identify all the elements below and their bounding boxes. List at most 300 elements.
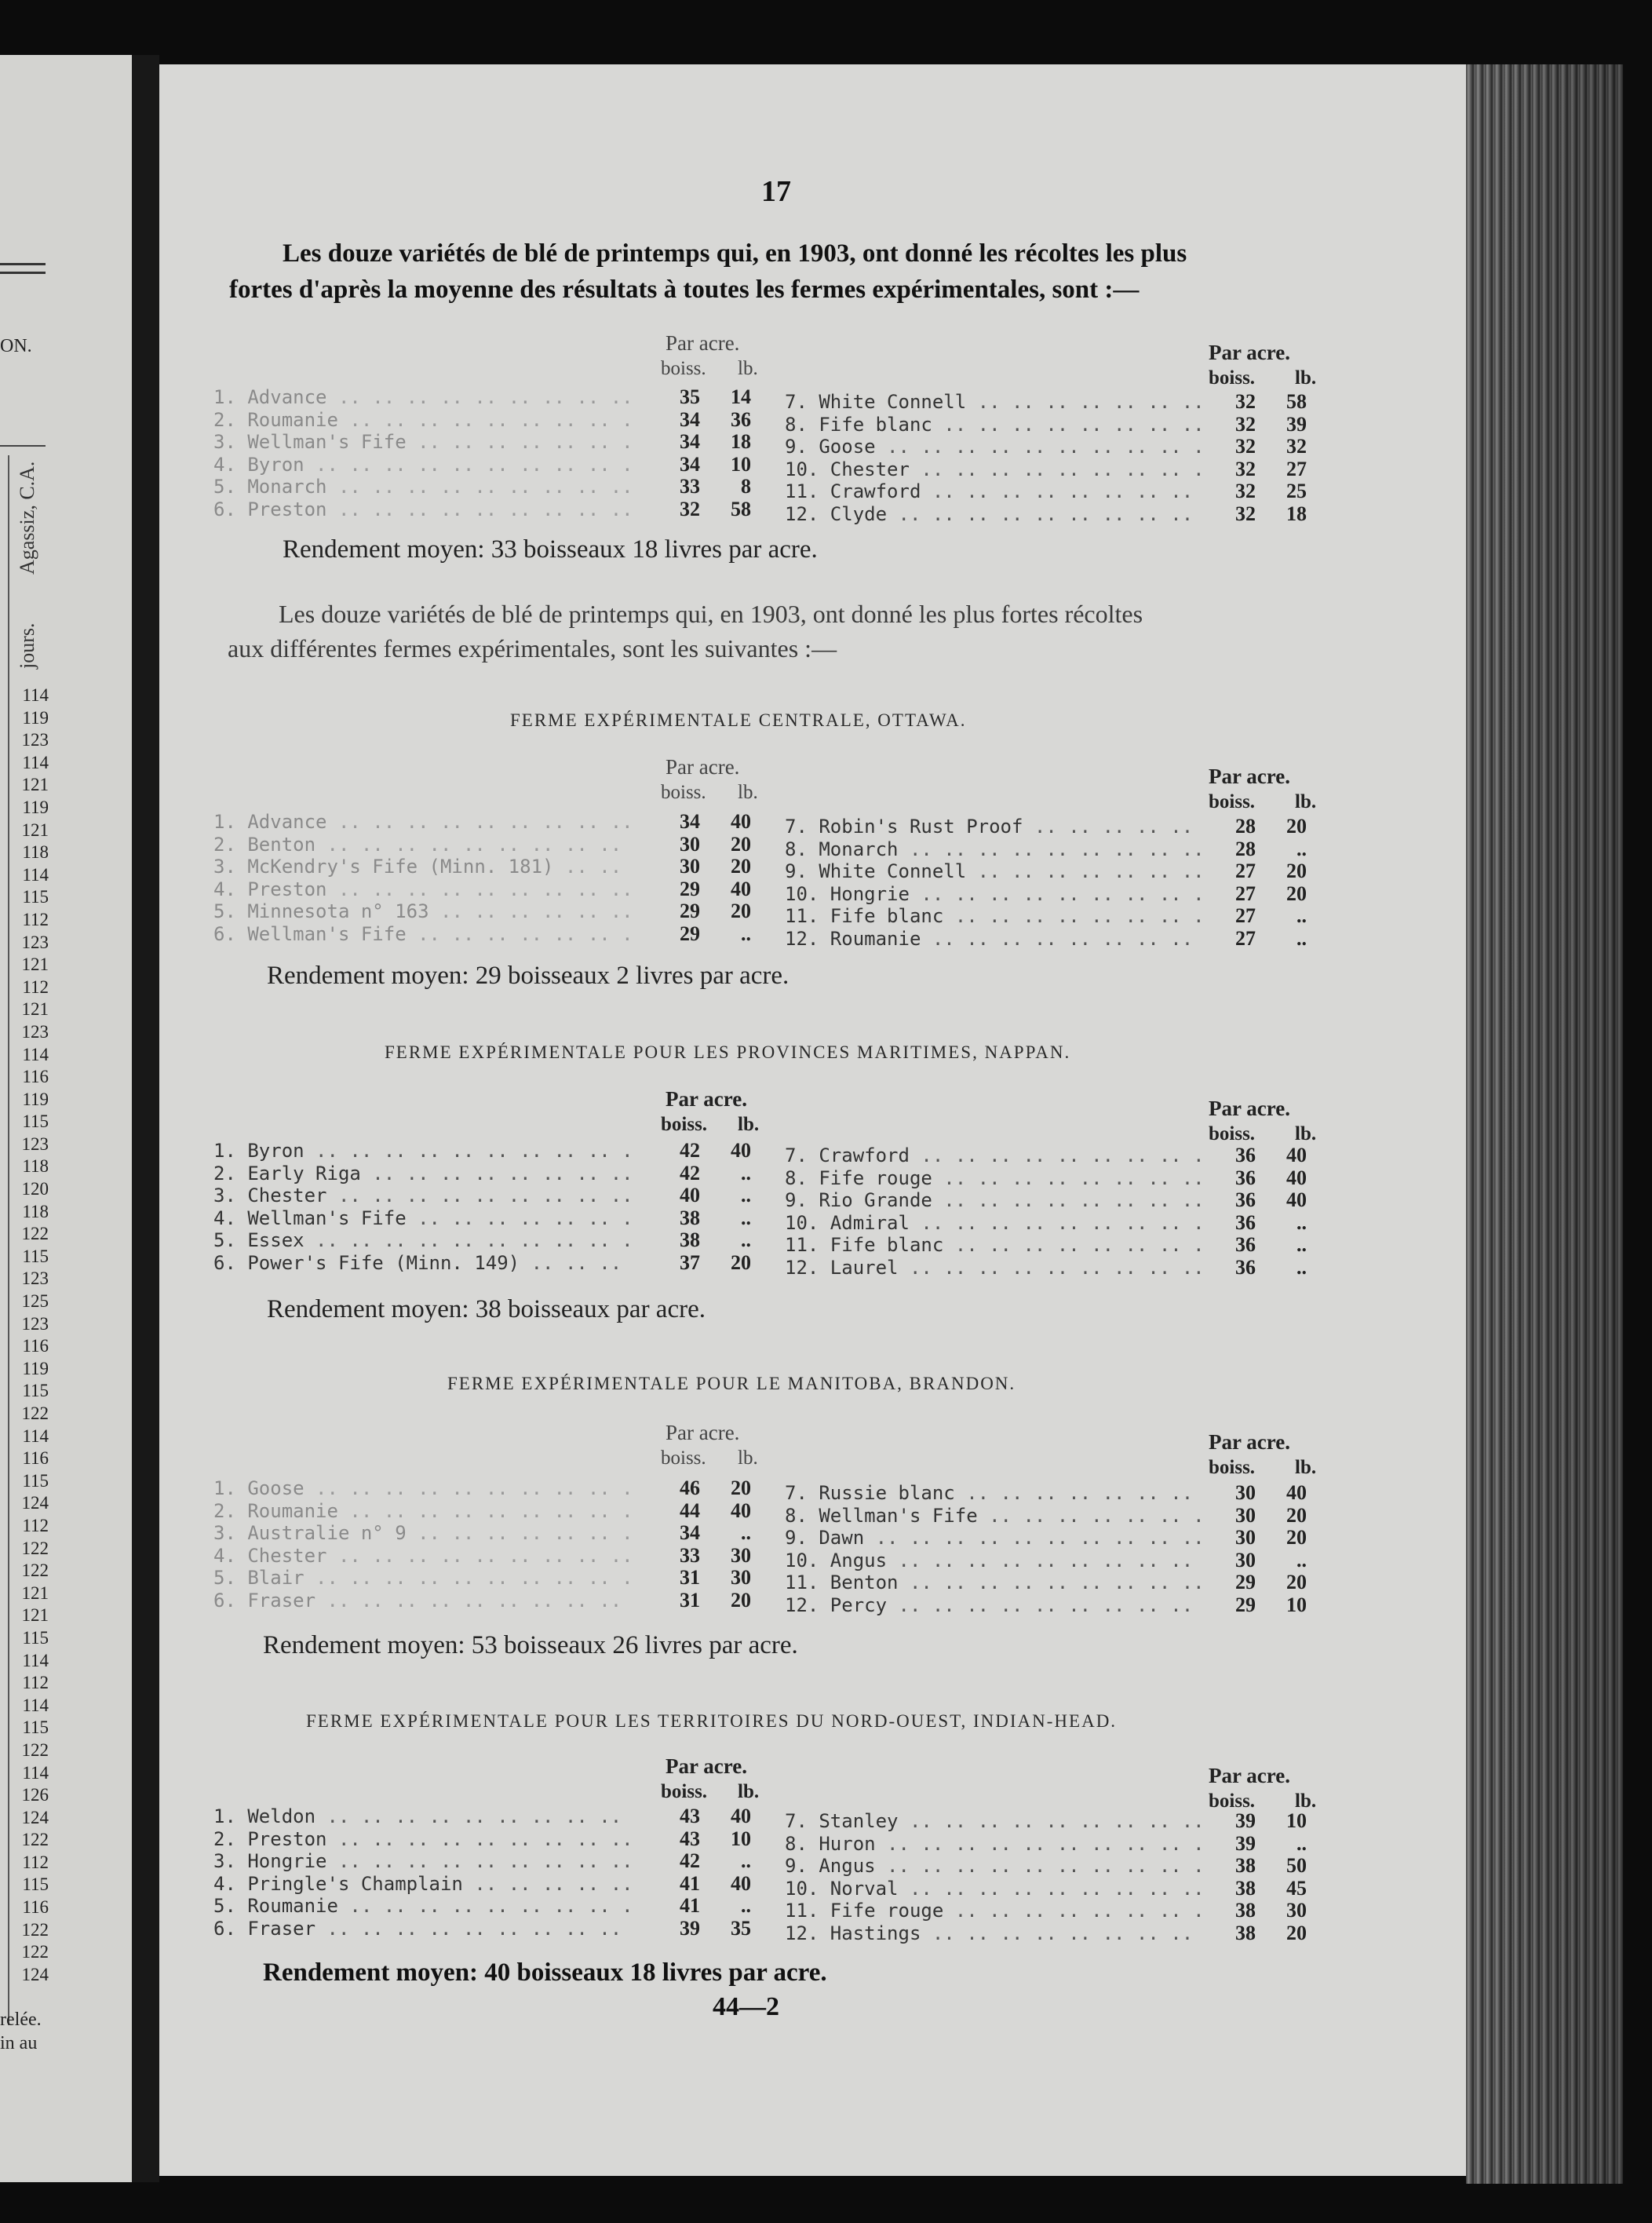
lb-value: 36 — [731, 407, 751, 431]
day-value: 120 — [21, 1179, 49, 1199]
lb-value: .. — [1296, 1233, 1307, 1257]
rule — [0, 263, 46, 265]
section-heading: FERME EXPÉRIMENTALE POUR LE MANITOBA, BRANDON. — [447, 1374, 1016, 1393]
boiss-value: 32 — [1235, 390, 1256, 413]
day-value: 122 — [21, 1739, 49, 1760]
column-header-lb: lb. — [1295, 367, 1317, 389]
lb-value: 20 — [731, 900, 751, 923]
column-header-par-acre: Par acre. — [666, 331, 740, 355]
table-row — [213, 1477, 763, 1500]
lb-value: .. — [741, 1206, 751, 1229]
boiss-value: 29 — [1235, 1593, 1256, 1616]
day-value: 122 — [21, 1560, 49, 1581]
variety-name: 7. Crawford .. .. — [785, 1144, 1201, 1167]
day-value: 115 — [22, 1717, 49, 1738]
column-header-lb: lb. — [1295, 791, 1317, 812]
lb-value: .. — [741, 1228, 751, 1252]
variety-name: 8. Huron .. .. — [785, 1833, 1201, 1856]
left-fragment-text: in au — [0, 2033, 38, 2053]
intro-line-1: Les douze variétés de blé de printemps qui, en 1903, ont donné les récoltes les plus — [283, 239, 1187, 268]
variety-name: 9. Dawn .. .. — [785, 1527, 1201, 1550]
table-row — [213, 1229, 763, 1252]
table-row — [213, 1163, 763, 1185]
lb-value: 35 — [731, 1916, 751, 1940]
day-value: 115 — [22, 1381, 49, 1401]
variety-name: 6. Wellman's Fife .. .. — [213, 923, 637, 946]
day-value: 122 — [21, 1538, 49, 1558]
lb-value: 40 — [731, 1805, 751, 1827]
table-row — [785, 1482, 1326, 1505]
lb-value: 18 — [731, 430, 751, 454]
table-row — [785, 1922, 1326, 1945]
lb-value: 20 — [731, 1588, 751, 1612]
lb-value: 27 — [1286, 457, 1307, 480]
table-row — [213, 1828, 763, 1851]
day-value: 115 — [22, 1874, 49, 1895]
boiss-value: 31 — [680, 1588, 700, 1612]
boiss-value: 32 — [680, 497, 700, 520]
day-value: 122 — [21, 1830, 49, 1850]
boiss-value: 27 — [1235, 904, 1256, 928]
variety-name: 10. Angus .. .. — [785, 1550, 1201, 1572]
lb-value: 40 — [731, 1498, 751, 1522]
day-value: 114 — [22, 864, 49, 885]
table-row — [213, 1522, 763, 1545]
day-value: 114 — [22, 1044, 49, 1064]
table-row — [785, 905, 1326, 928]
column-header-boiss: boiss. — [1209, 1790, 1256, 1812]
boiss-value: 32 — [1235, 457, 1256, 480]
variety-name: 10. Hongrie .. .. — [785, 883, 1201, 906]
lb-value: 20 — [1286, 1526, 1307, 1550]
table-row — [785, 838, 1326, 861]
table-row — [785, 480, 1326, 503]
left-page-fragment — [0, 55, 132, 2182]
boiss-value: 43 — [680, 1805, 700, 1827]
boiss-value: 27 — [1235, 860, 1256, 883]
table-row — [213, 1207, 763, 1230]
boiss-value: 36 — [1235, 1255, 1256, 1279]
boiss-value: 42 — [680, 1849, 700, 1873]
average-yield: Rendement moyen: 53 boisseaux 26 livres par acre. — [263, 1631, 798, 1659]
boiss-value: 34 — [680, 407, 700, 431]
boiss-value: 39 — [1235, 1831, 1256, 1855]
column-header-par-acre: Par acre. — [1209, 1097, 1290, 1120]
lb-value: 30 — [731, 1566, 751, 1590]
table-row — [785, 860, 1326, 883]
table-row — [785, 1257, 1326, 1279]
boiss-value: 34 — [680, 452, 700, 476]
table-row — [213, 476, 763, 498]
day-value: 112 — [22, 1852, 49, 1872]
day-value: 112 — [22, 1515, 49, 1535]
lb-value: 40 — [731, 810, 751, 833]
lb-value: .. — [1296, 1210, 1307, 1234]
lb-value: .. — [1296, 1255, 1307, 1279]
variety-name: 5. Essex .. .. — [213, 1229, 637, 1252]
column-rule — [8, 455, 9, 2025]
day-value: 114 — [22, 1762, 49, 1783]
table-row — [785, 1144, 1326, 1167]
day-value: 124 — [21, 1493, 49, 1513]
left-fragment-text: ON. — [0, 336, 32, 356]
variety-name: 2. Roumanie .. .. — [213, 1500, 637, 1523]
days-column — [16, 684, 49, 1986]
table-row — [213, 1590, 763, 1612]
day-value: 116 — [22, 1336, 49, 1356]
table-left-column — [213, 811, 763, 946]
lb-value: 40 — [731, 1139, 751, 1162]
lb-value: 18 — [1286, 502, 1307, 525]
section-heading: FERME EXPÉRIMENTALE POUR LES TERRITOIRES DU NORD-OUEST, INDIAN-HEAD. — [306, 1711, 1118, 1731]
table-row — [213, 431, 763, 454]
variety-name: 11. Fife blanc .. .. — [785, 905, 1201, 928]
table-row — [213, 1545, 763, 1568]
table-row — [785, 1505, 1326, 1528]
column-header-lb: lb. — [1295, 1123, 1317, 1144]
day-value: 123 — [21, 932, 49, 952]
day-value: 114 — [22, 1695, 49, 1715]
rule — [0, 445, 46, 447]
column-header-boiss: boiss. — [1209, 1457, 1256, 1478]
boiss-value: 38 — [1235, 1899, 1256, 1922]
variety-name: 11. Benton .. .. — [785, 1571, 1201, 1594]
column-header-lb: lb. — [738, 1447, 758, 1469]
column-header-boiss: boiss. — [661, 782, 706, 803]
boiss-value: 30 — [1235, 1526, 1256, 1550]
table-row — [213, 834, 763, 856]
variety-name: 3. Chester .. .. — [213, 1185, 637, 1207]
table-row — [785, 1833, 1326, 1856]
column-header-boiss: boiss. — [1209, 367, 1256, 389]
average-yield: Rendement moyen: 33 boisseaux 18 livres par acre. — [283, 535, 818, 564]
lb-value: 30 — [1286, 1899, 1307, 1922]
column-header-par-acre: Par acre. — [666, 1754, 747, 1778]
day-value: 122 — [21, 1404, 49, 1423]
lb-value: 20 — [731, 1477, 751, 1499]
day-value: 123 — [21, 730, 49, 750]
variety-name: 4. Wellman's Fife .. .. — [213, 1207, 637, 1230]
lb-value: 20 — [731, 1250, 751, 1274]
column-header-par-acre: Par acre. — [1209, 1764, 1290, 1787]
table-row — [785, 1234, 1326, 1257]
variety-name: 1. Advance .. .. — [213, 386, 637, 409]
lb-value: 58 — [731, 497, 751, 520]
boiss-value: 30 — [1235, 1503, 1256, 1527]
table-row — [213, 1895, 763, 1918]
boiss-value: 32 — [1235, 435, 1256, 458]
table-row — [785, 503, 1326, 526]
lb-value: 30 — [731, 1543, 751, 1567]
lb-value: 40 — [1286, 1481, 1307, 1504]
variety-name: 8. Monarch .. .. — [785, 838, 1201, 861]
column-header-par-acre: Par acre. — [666, 1087, 747, 1111]
table-row — [785, 816, 1326, 838]
day-value: 121 — [21, 955, 49, 975]
boiss-value: 32 — [1235, 502, 1256, 525]
table-row — [213, 878, 763, 901]
boiss-value: 31 — [680, 1566, 700, 1590]
boiss-value: 36 — [1235, 1144, 1256, 1166]
day-value: 115 — [22, 1112, 49, 1132]
average-yield: Rendement moyen: 38 boisseaux par acre. — [267, 1295, 706, 1323]
variety-name: 3. Australie n° 9 .. .. — [213, 1522, 637, 1545]
day-value: 115 — [22, 1470, 49, 1491]
table-row — [213, 498, 763, 521]
table-row — [785, 1571, 1326, 1594]
boiss-value: 32 — [1235, 480, 1256, 503]
column-header-boiss: boiss. — [661, 1447, 706, 1469]
table-left-column — [213, 1140, 763, 1275]
variety-name: 3. Wellman's Fife .. .. — [213, 431, 637, 454]
column-header-boiss: boiss. — [661, 1781, 708, 1802]
lb-value: 25 — [1286, 480, 1307, 503]
lb-value: 40 — [1286, 1188, 1307, 1212]
lb-value: 20 — [1286, 1921, 1307, 1944]
lb-value: 20 — [1286, 860, 1307, 883]
variety-name: 8. Fife rouge .. .. — [785, 1167, 1201, 1190]
boiss-value: 28 — [1235, 815, 1256, 838]
variety-name: 1. Goose .. .. — [213, 1477, 637, 1500]
variety-name: 7. Robin's Rust Proof .. .. — [785, 816, 1201, 838]
day-value: 122 — [21, 1224, 49, 1244]
boiss-value: 34 — [680, 1521, 700, 1545]
column-header-lb: lb. — [738, 358, 758, 379]
day-value: 121 — [21, 1582, 49, 1603]
column-header-boiss: boiss. — [661, 1114, 708, 1135]
day-value: 123 — [21, 1133, 49, 1154]
variety-name: 2. Roumanie .. .. — [213, 409, 637, 432]
boiss-value: 38 — [1235, 1921, 1256, 1944]
boiss-value: 33 — [680, 475, 700, 498]
lb-value: 40 — [1286, 1166, 1307, 1189]
table-row — [213, 1873, 763, 1896]
boiss-value: 41 — [680, 1871, 700, 1895]
boiss-value: 40 — [680, 1184, 700, 1207]
column-header-boiss: boiss. — [1209, 1123, 1256, 1144]
column-header-par-acre: Par acre. — [1209, 341, 1290, 364]
lb-value: .. — [741, 1521, 751, 1545]
lb-value: .. — [741, 1161, 751, 1185]
day-value: 116 — [22, 1067, 49, 1087]
lb-value: 10 — [1286, 1593, 1307, 1616]
day-value: 119 — [22, 707, 49, 728]
boiss-value: 32 — [1235, 412, 1256, 436]
boiss-value: 38 — [1235, 1854, 1256, 1878]
day-value: 122 — [21, 1942, 49, 1962]
column-header-boiss: boiss. — [1209, 791, 1256, 812]
boiss-value: 27 — [1235, 882, 1256, 905]
vertical-label-agassiz: Agassiz, C.A. — [16, 461, 38, 575]
column-header-par-acre: Par acre. — [666, 755, 740, 779]
boiss-value: 36 — [1235, 1210, 1256, 1234]
variety-name: 3. Hongrie .. .. — [213, 1850, 637, 1873]
lb-value: 20 — [1286, 882, 1307, 905]
table-row — [785, 1189, 1326, 1212]
boiss-value: 36 — [1235, 1188, 1256, 1212]
variety-name: 2. Preston .. .. — [213, 1828, 637, 1851]
variety-name: 3. McKendry's Fife (Minn. 181) .. .. — [213, 856, 637, 878]
boiss-value: 44 — [680, 1498, 700, 1522]
day-value: 112 — [22, 976, 49, 997]
column-header-lb: lb. — [1295, 1790, 1317, 1812]
lb-value: .. — [1296, 1831, 1307, 1855]
lb-value: 20 — [1286, 815, 1307, 838]
day-value: 114 — [22, 752, 49, 772]
day-value: 112 — [22, 1673, 49, 1693]
table-row — [785, 391, 1326, 414]
boiss-value: 33 — [680, 1543, 700, 1567]
lb-value: 10 — [731, 452, 751, 476]
table-row — [785, 1900, 1326, 1922]
variety-name: 9. Angus .. .. — [785, 1855, 1201, 1878]
lb-value: .. — [1296, 904, 1307, 928]
table-row — [785, 1594, 1326, 1617]
variety-name: 6. Preston .. .. — [213, 498, 637, 521]
signature-mark: 44—2 — [713, 1992, 779, 2021]
boiss-value: 29 — [680, 900, 700, 923]
table-row — [785, 1167, 1326, 1190]
table-row — [213, 856, 763, 878]
variety-name: 5. Roumanie .. .. — [213, 1895, 637, 1918]
table-row — [213, 811, 763, 834]
boiss-value: 38 — [1235, 1876, 1256, 1900]
variety-name: 11. Fife blanc .. .. — [785, 1234, 1201, 1257]
table-right-column — [785, 1810, 1326, 1945]
variety-name: 6. Power's Fife (Minn. 149) .. .. — [213, 1252, 637, 1275]
day-value: 112 — [22, 909, 49, 929]
variety-name: 10. Admiral .. .. — [785, 1212, 1201, 1235]
boiss-value: 42 — [680, 1161, 700, 1185]
lb-value: .. — [741, 922, 751, 945]
lb-value: .. — [741, 1894, 751, 1918]
day-value: 125 — [21, 1291, 49, 1312]
variety-name: 8. Wellman's Fife .. .. — [785, 1505, 1201, 1528]
day-value: 119 — [22, 1358, 49, 1378]
day-value: 124 — [21, 1807, 49, 1827]
left-fragment-text: relée. — [0, 2009, 42, 2030]
variety-name: 8. Fife blanc .. .. — [785, 414, 1201, 436]
variety-name: 1. Weldon .. .. — [213, 1805, 637, 1828]
intro-line-2: fortes d'après la moyenne des résultats à toutes les fermes expérimentales, sont :— — [229, 276, 1140, 304]
day-value: 118 — [22, 1201, 49, 1221]
day-value: 123 — [21, 1313, 49, 1334]
column-header-boiss: boiss. — [661, 358, 706, 379]
variety-name: 10. Chester .. .. — [785, 458, 1201, 481]
book-gutter — [132, 55, 159, 2182]
boiss-value: 30 — [1235, 1481, 1256, 1504]
variety-name: 10. Norval .. .. — [785, 1878, 1201, 1900]
table-row — [213, 1185, 763, 1207]
variety-name: 11. Fife rouge .. .. — [785, 1900, 1201, 1922]
boiss-value: 43 — [680, 1827, 700, 1850]
lb-value: 20 — [1286, 1503, 1307, 1527]
variety-name: 9. Goose .. .. — [785, 436, 1201, 458]
table-row — [213, 409, 763, 432]
table-row — [785, 1550, 1326, 1572]
lb-value: 10 — [731, 1827, 751, 1850]
variety-name: 12. Clyde .. .. — [785, 503, 1201, 526]
day-value: 121 — [21, 819, 49, 840]
boiss-value: 36 — [1235, 1233, 1256, 1257]
table-row — [785, 1878, 1326, 1900]
day-value: 114 — [22, 685, 49, 705]
table-row — [213, 1252, 763, 1275]
variety-name: 6. Fraser .. .. — [213, 1918, 637, 1940]
lb-value: 20 — [731, 832, 751, 856]
variety-name: 1. Advance .. .. — [213, 811, 637, 834]
table-row — [785, 414, 1326, 436]
lb-value: 14 — [731, 385, 751, 408]
table-left-column — [213, 1805, 763, 1940]
day-value: 119 — [22, 797, 49, 817]
table-row — [213, 923, 763, 946]
lb-value: 40 — [731, 1871, 751, 1895]
boiss-value: 46 — [680, 1477, 700, 1499]
day-value: 121 — [21, 775, 49, 795]
boiss-value: 30 — [1235, 1548, 1256, 1571]
day-value: 121 — [21, 999, 49, 1020]
variety-name: 2. Early Riga .. .. — [213, 1163, 637, 1185]
boiss-value: 36 — [1235, 1166, 1256, 1189]
lb-value: .. — [1296, 1548, 1307, 1571]
variety-name: 9. Rio Grande .. .. — [785, 1189, 1201, 1212]
day-value: 123 — [21, 1268, 49, 1289]
day-value: 119 — [22, 1089, 49, 1109]
table-row — [213, 1140, 763, 1163]
table-right-column — [785, 1482, 1326, 1617]
lb-value: .. — [741, 1184, 751, 1207]
day-value: 116 — [22, 1448, 49, 1469]
table-row — [213, 1500, 763, 1523]
boiss-value: 39 — [680, 1916, 700, 1940]
section-heading: FERME EXPÉRIMENTALE POUR LES PROVINCES MARITIMES, NAPPAN. — [385, 1042, 1071, 1062]
table-right-column — [785, 1144, 1326, 1279]
table-row — [785, 883, 1326, 906]
variety-name: 4. Preston .. .. — [213, 878, 637, 901]
table-row — [785, 1212, 1326, 1235]
day-value: 118 — [22, 1156, 49, 1177]
day-value: 116 — [22, 1897, 49, 1918]
day-value: 115 — [22, 1246, 49, 1266]
boiss-value: 30 — [680, 832, 700, 856]
average-yield: Rendement moyen: 29 boisseaux 2 livres par acre. — [267, 962, 790, 990]
variety-name: 5. Monarch .. .. — [213, 476, 637, 498]
boiss-value: 34 — [680, 810, 700, 833]
table-row — [213, 1850, 763, 1873]
boiss-value: 27 — [1235, 926, 1256, 950]
boiss-value: 42 — [680, 1139, 700, 1162]
lb-value: 39 — [1286, 412, 1307, 436]
variety-name: 2. Benton .. .. — [213, 834, 637, 856]
table-left-column — [213, 386, 763, 521]
variety-name: 9. White Connell .. .. — [785, 860, 1201, 883]
table-row — [213, 1918, 763, 1940]
day-value: 123 — [21, 1021, 49, 1042]
vertical-label-jours: jours. — [16, 622, 38, 669]
variety-name: 7. Russie blanc .. .. — [785, 1482, 1201, 1505]
boiss-value: 38 — [680, 1228, 700, 1252]
lb-value: .. — [1296, 837, 1307, 860]
variety-name: 4. Pringle's Champlain .. .. — [213, 1873, 637, 1896]
table-row — [213, 386, 763, 409]
table-right-column — [785, 816, 1326, 951]
boiss-value: 37 — [680, 1250, 700, 1274]
section-heading: FERME EXPÉRIMENTALE CENTRALE, OTTAWA. — [510, 710, 967, 730]
boiss-value: 29 — [680, 922, 700, 945]
variety-name: 12. Percy .. .. — [785, 1594, 1201, 1617]
table-left-column — [213, 1477, 763, 1612]
